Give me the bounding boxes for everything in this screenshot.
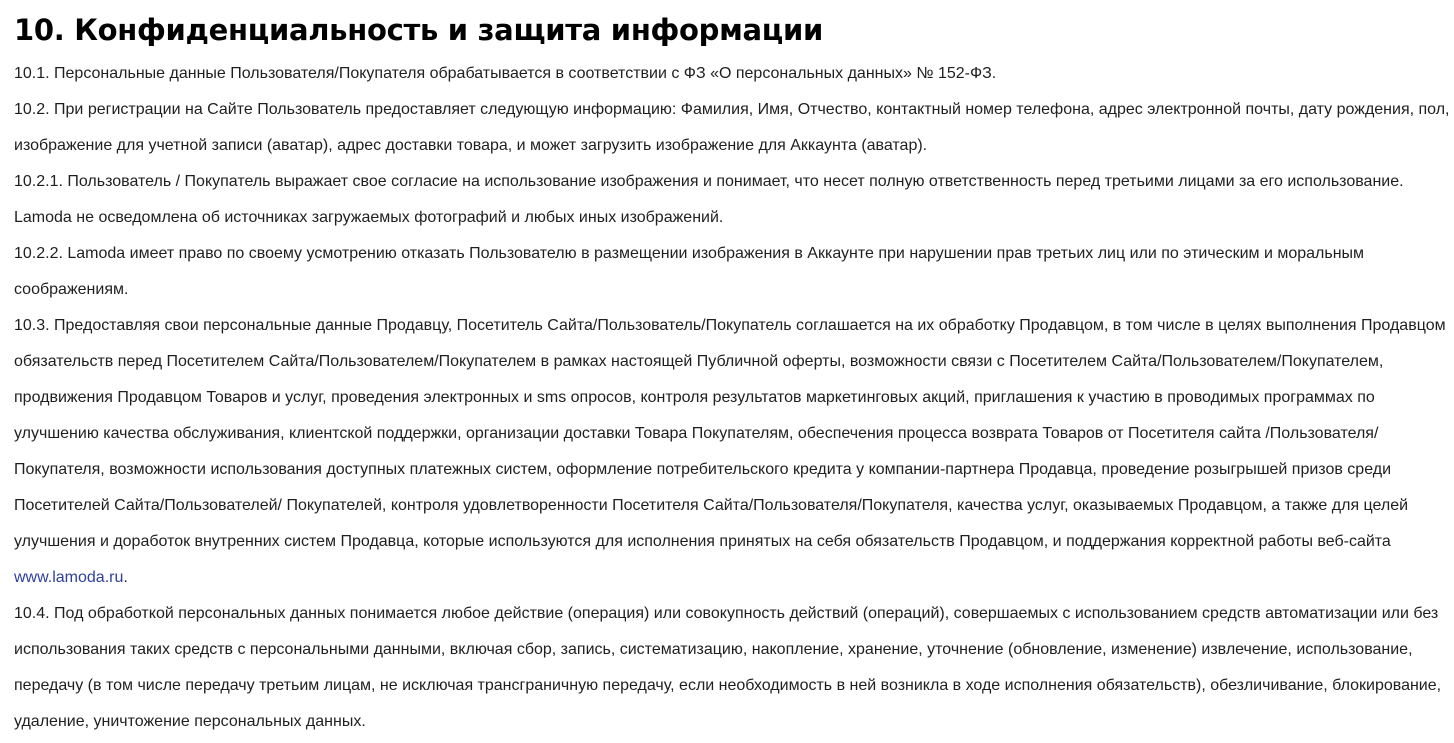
- section-title: 10. Конфиденциальность и защита информации: [14, 13, 824, 47]
- paragraph-10-3-text: 10.3. Предоставляя свои персональные данные Продавцу, Посетитель Сайта/Пользователь/Покупатель соглашается на их обработку Продавцом, в том числе в целях выполнения Продавцом обязательств перед Посетителем Сайта/Пользователем/Покупателем в рамках настоящей Публичной оферты, возможности связи с Посетителем Сайта/Пользователем/Покупателем, продвижения Продавцом Товаров и услуг, проведения электронных и sms опросов, контроля результатов маркетинговых акций, приглашения к участию в проводимых программах по улучшению качества обслуживания, клиентской поддержки, организации доставки Товара Покупателям, обеспечения процесса возврата Товаров от Посетителя сайта /Пользователя/Покупателя, возможности использования доступных платежных систем, оформление потребительского кредита у компании-партнера Продавца, проведение розыгрышей призов среди Посетителей Сайта/Пользователей/ Покупателей, контроля удовлетворенности Посетителя Сайта/Пользователя/Покупателя, качества услуг, оказываемых Продавцом, а также для целей улучшения и доработок внутренних систем Продавца, которые используются для исполнения принятых на себя обязательств Продавцом, и поддержания корректной работы веб-сайта: [14, 317, 1446, 550]
- paragraph-10-3-end: .: [123, 569, 128, 586]
- paragraph-10-4: 10.4. Под обработкой персональных данных понимается любое действие (операция) или совокупность действий (операций), совершаемых с использованием средств автоматизации или без использования таких средств с персональными данными, включая сбор, запись, систематизацию, накопление, хранение, уточнение (обновление, изменение) извлечение, использование, передачу (в том числе передачу третьим лицам, не исключая трансграничную передачу, если необходимость в ней возникла в ходе исполнения обязательств), обезличивание, блокирование, удаление, уничтожение персональных данных.: [14, 605, 1442, 730]
- paragraph-10-1: 10.1. Персональные данные Пользователя/Покупателя обрабатывается в соответствии с ФЗ «О персональных данных» № 152-ФЗ.: [14, 65, 997, 82]
- paragraph-10-2: 10.2. При регистрации на Сайте Пользователь предоставляет следующую информацию: Фамилия, Имя, Отчество, контактный номер телефона, адрес электронной почты, дату рождения, пол, изображение для учетной записи (аватар), адрес доставки товара, и может загрузить изображение для Аккаунта (аватар).: [14, 101, 1450, 154]
- paragraph-10-2-1: 10.2.1. Пользователь / Покупатель выражает свое согласие на использование изображения и понимает, что несет полную ответственность перед третьими лицами за его использование. Lamoda не осведомлена об источниках загружаемых фотографий и любых иных изображений.: [14, 173, 1404, 226]
- lamoda-site-link[interactable]: www.lamoda.ru: [14, 569, 124, 586]
- paragraph-10-2-2: 10.2.2. Lamoda имеет право по своему усмотрению отказать Пользователю в размещении изображения в Аккаунте при нарушении прав третьих лиц или по этическим и моральным соображениям.: [14, 245, 1365, 298]
- section-content: [14, 56, 1454, 740]
- paragraph-10-3: [14, 308, 1454, 596]
